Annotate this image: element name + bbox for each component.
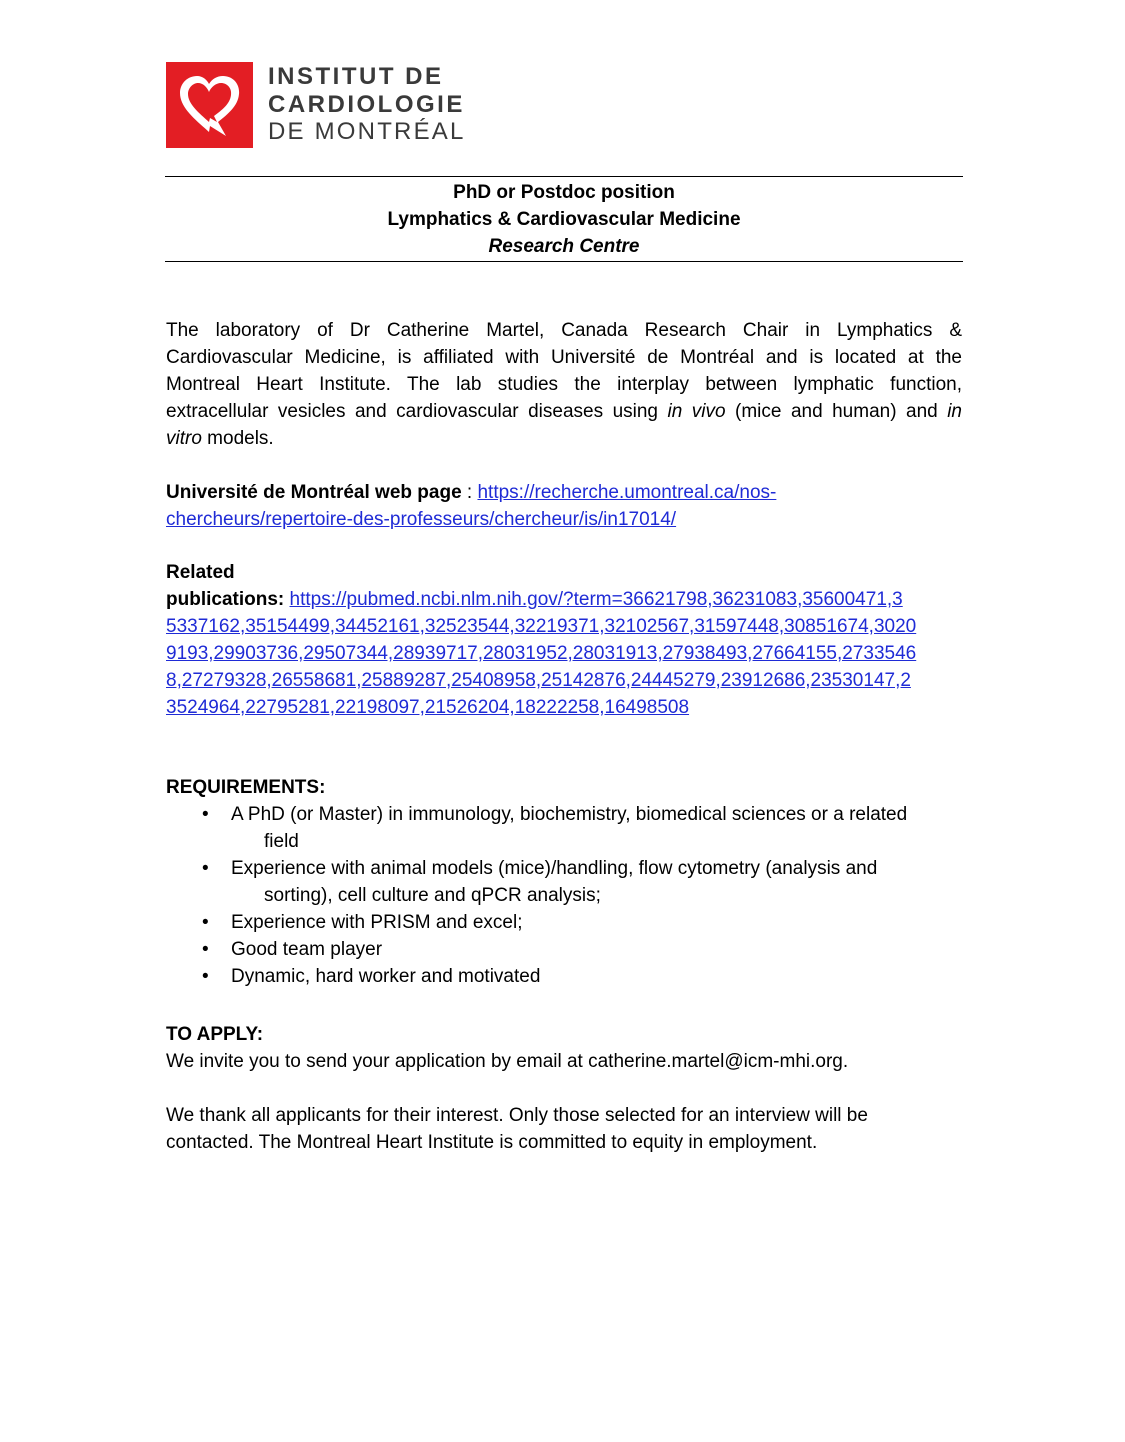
requirements-section: [166, 774, 962, 990]
udem-link[interactable]: https://recherche.umontreal.ca/nos-: [477, 482, 777, 503]
intro-italic: vitro: [166, 428, 202, 449]
udem-line: [166, 506, 962, 533]
logo-heart-mark: [166, 62, 253, 148]
requirements-heading: REQUIREMENTS:: [166, 777, 326, 798]
intro-text: models.: [201, 428, 274, 449]
requirement-item: [166, 909, 962, 936]
publications-line: [166, 694, 962, 721]
requirement-text: Experience with PRISM and excel;: [231, 912, 523, 933]
publications-link[interactable]: 5337162,35154499,34452161,32523544,32219371,32102567,31597448,30851674,3020: [166, 616, 917, 637]
bullet-icon: •: [202, 804, 209, 825]
publications-link[interactable]: 8,27279328,26558681,25889287,25408958,25142876,24445279,23912686,23530147,2: [166, 670, 911, 691]
intro-paragraph: [166, 317, 962, 452]
requirement-item-continued: [166, 882, 962, 909]
intro-line: Cardiovascular Medicine, is affiliated with Université de Montréal and is located at the: [166, 347, 962, 368]
publications-line: [166, 640, 962, 667]
publications-line: [166, 667, 962, 694]
research-centre-label: Research Centre: [488, 236, 640, 257]
publications-link[interactable]: 3524964,22795281,22198097,21526204,18222258,16498508: [166, 697, 690, 718]
intro-line: The laboratory of Dr Catherine Martel, Canada Research Chair in Lymphatics &: [166, 320, 962, 341]
requirement-item-continued: [166, 828, 962, 855]
bullet-icon: •: [202, 966, 209, 987]
position-subtitle: Lymphatics & Cardiovascular Medicine: [387, 209, 741, 230]
requirement-item: [166, 936, 962, 963]
requirement-item: [166, 801, 962, 828]
udem-label: Université de Montréal web page: [166, 482, 462, 503]
closing-section: [166, 1102, 962, 1156]
bullet-icon: •: [202, 858, 209, 879]
heart-icon: [166, 62, 253, 148]
apply-section: [166, 1021, 962, 1075]
header-bottom-rule: [165, 261, 963, 262]
udem-link-continued[interactable]: chercheurs/repertoire-des-professeurs/chercheur/is/in17014/: [166, 509, 677, 530]
publications-link[interactable]: https://pubmed.ncbi.nlm.nih.gov/?term=36621798,36231083,35600471,3: [289, 589, 903, 610]
requirement-text: A PhD (or Master) in immunology, biochemistry, biomedical sciences or a related: [231, 804, 908, 825]
header-top-rule: [165, 176, 963, 177]
udem-separator: :: [461, 482, 478, 503]
requirement-text: sorting), cell culture and qPCR analysis;: [264, 885, 601, 906]
intro-text: (mice and human) and: [725, 401, 948, 422]
bullet-icon: •: [202, 912, 209, 933]
publications-label: publications:: [166, 589, 285, 610]
intro-italic: in: [947, 401, 962, 422]
intro-line: Montreal Heart Institute. The lab studies the interplay between lymphatic function,: [166, 374, 962, 395]
apply-heading: TO APPLY:: [166, 1024, 264, 1045]
apply-text: We invite you to send your application by email at catherine.martel@icm-mhi.org.: [166, 1051, 849, 1072]
requirement-item: [166, 963, 962, 990]
logo-text-line-3: DE MONTRÉAL: [268, 118, 466, 145]
intro-line: [166, 425, 962, 452]
position-title: PhD or Postdoc position: [453, 182, 675, 203]
bullet-icon: •: [202, 939, 209, 960]
requirement-text: Experience with animal models (mice)/handling, flow cytometry (analysis and: [231, 858, 878, 879]
publications-label: Related: [166, 562, 235, 583]
publications-line: [166, 613, 962, 640]
udem-web-page-section: [166, 479, 962, 533]
requirement-text: Dynamic, hard worker and motivated: [231, 966, 541, 987]
logo-text-line-2: CARDIOLOGIE: [268, 91, 465, 118]
logo-text-line-1: INSTITUT DE: [268, 63, 444, 90]
requirement-text: field: [264, 831, 299, 852]
udem-line: [166, 479, 962, 506]
intro-line: [166, 398, 962, 425]
closing-line: We thank all applicants for their interest. Only those selected for an interview will be: [166, 1105, 868, 1126]
intro-italic: in vivo: [667, 401, 726, 422]
publications-line: [166, 586, 962, 613]
requirement-text: Good team player: [231, 939, 383, 960]
publications-section: [166, 559, 962, 721]
intro-text: extracellular vesicles and cardiovascular diseases using: [166, 401, 668, 422]
requirement-item: [166, 855, 962, 882]
closing-line: contacted. The Montreal Heart Institute is committed to equity in employment.: [166, 1132, 818, 1153]
publications-link[interactable]: 9193,29903736,29507344,28939717,28031952,28031913,27938493,27664155,2733546: [166, 643, 917, 664]
